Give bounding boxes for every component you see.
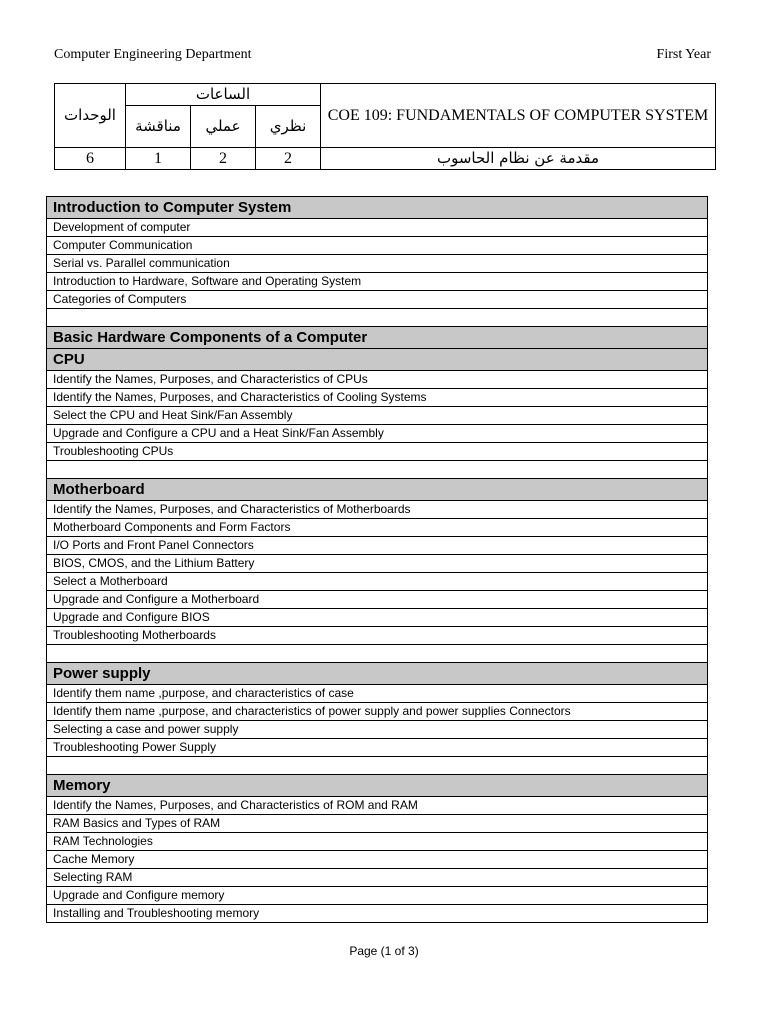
blank-row [47,645,708,663]
course-info-table [54,83,716,170]
blank-row [47,309,708,327]
practical-value: 2 [191,148,256,170]
topic-item: Upgrade and Configure a Motherboard [47,591,708,609]
topic-item: Select the CPU and Heat Sink/Fan Assembly [47,407,708,425]
topic-item: Categories of Computers [47,291,708,309]
topic-item: BIOS, CMOS, and the Lithium Battery [47,555,708,573]
topic-item: RAM Basics and Types of RAM [47,815,708,833]
topic-item: Motherboard Components and Form Factors [47,519,708,537]
topic-item: Identify them name ,purpose, and characteristics of power supply and power supplies Connectors [47,703,708,721]
course-arabic-title: مقدمة عن نظام الحاسوب [321,148,716,170]
topic-item: Identify the Names, Purposes, and Characteristics of Cooling Systems [47,389,708,407]
theory-header: نظري [256,106,321,148]
topic-item: Development of computer [47,219,708,237]
section-title: CPU [47,349,708,371]
topic-item: I/O Ports and Front Panel Connectors [47,537,708,555]
topic-item: Select a Motherboard [47,573,708,591]
section-title: Basic Hardware Components of a Computer [47,327,708,349]
topic-item: Identify them name ,purpose, and characteristics of case [47,685,708,703]
year-label: First Year [656,47,711,62]
topic-item: Installing and Troubleshooting memory [47,905,708,923]
topic-item: RAM Technologies [47,833,708,851]
topic-item: Troubleshooting Power Supply [47,739,708,757]
units-value: 6 [55,148,126,170]
topic-item: Upgrade and Configure a CPU and a Heat Sink/Fan Assembly [47,425,708,443]
topic-item: Identify the Names, Purposes, and Characteristics of ROM and RAM [47,797,708,815]
page-header [54,47,711,67]
discussion-header: مناقشة [126,106,191,148]
topic-item: Identify the Names, Purposes, and Characteristics of CPUs [47,371,708,389]
section-title: Memory [47,775,708,797]
topic-item: Serial vs. Parallel communication [47,255,708,273]
practical-header: عملي [191,106,256,148]
topic-item: Selecting a case and power supply [47,721,708,739]
blank-row [47,757,708,775]
topic-item: Computer Communication [47,237,708,255]
topic-item: Troubleshooting CPUs [47,443,708,461]
topic-item: Cache Memory [47,851,708,869]
discussion-value: 1 [126,148,191,170]
topic-item: Upgrade and Configure memory [47,887,708,905]
hours-header: الساعات [126,84,321,106]
theory-value: 2 [256,148,321,170]
topic-item: Troubleshooting Motherboards [47,627,708,645]
syllabus-table [46,196,708,923]
topic-item: Upgrade and Configure BIOS [47,609,708,627]
units-header: الوحدات [55,84,126,148]
section-title: Power supply [47,663,708,685]
topic-item: Selecting RAM [47,869,708,887]
topic-item: Introduction to Hardware, Software and Operating System [47,273,708,291]
page-number: Page (1 of 3) [349,944,419,958]
department-name: Computer Engineering Department [54,47,252,62]
section-title: Motherboard [47,479,708,501]
blank-row [47,461,708,479]
course-title: COE 109: FUNDAMENTALS OF COMPUTER SYSTEM [321,84,716,148]
section-title: Introduction to Computer System [47,197,708,219]
topic-item: Identify the Names, Purposes, and Characteristics of Motherboards [47,501,708,519]
